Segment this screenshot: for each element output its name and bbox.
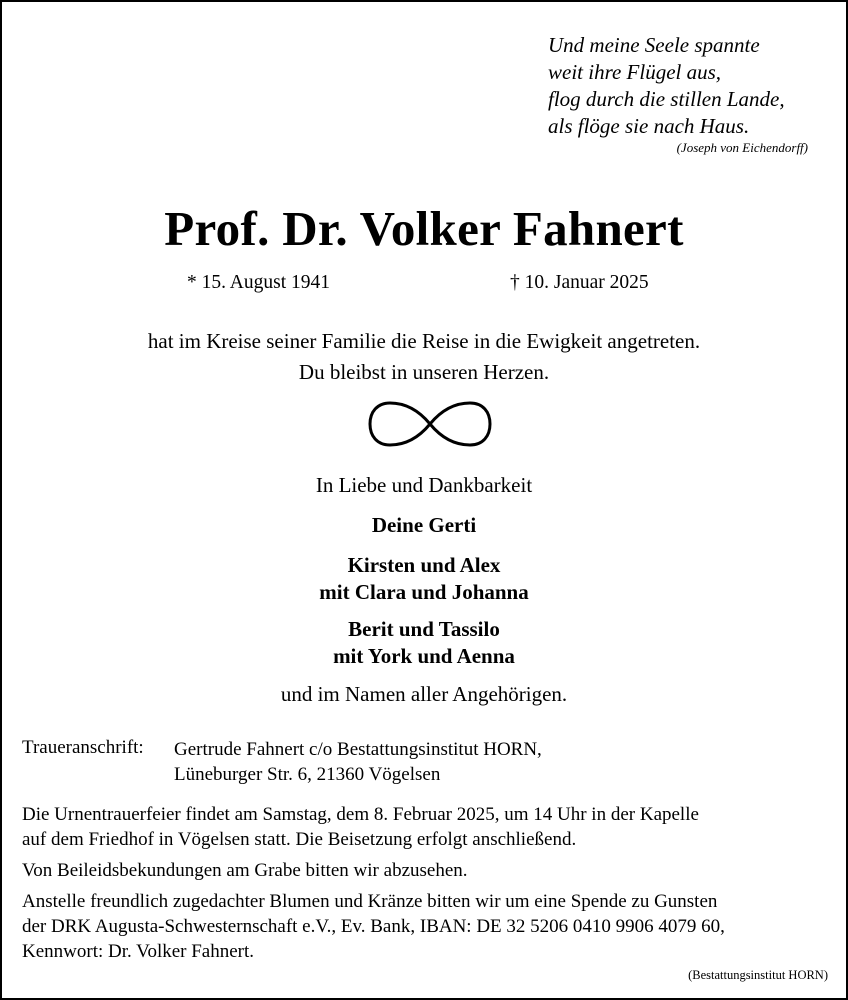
infinity-icon [368,400,492,448]
signatory-family-2 [2,616,846,670]
signatory-spouse: Deine Gerti [371,513,477,537]
message-line-1: hat im Kreise seiner Familie die Reise in die Ewigkeit angetreten. [147,329,701,353]
donation-line: Anstelle freundlich zugedachter Blumen und Kränze bitten wir um eine Spende zu Gunsten [22,891,718,912]
signatories-intro: In Liebe und Dankbarkeit [315,473,533,497]
poem-line: Und meine Seele spannte [548,33,760,57]
death-date: † 10. Januar 2025 [510,272,649,293]
donation-line: Kennwort: Dr. Volker Fahnert. [22,941,255,962]
ceremony-line: auf dem Friedhof in Vögelsen statt. Die Beisetzung erfolgt anschließend. [22,829,577,850]
birth-date: * 15. August 1941 [187,272,331,293]
signatory-line: mit York und Aenna [333,644,515,668]
poem [548,32,785,140]
address-line: Lüneburger Str. 6, 21360 Vögelsen [174,764,441,785]
address-block [174,737,542,787]
signatory-line: Berit und Tassilo [348,617,500,641]
poem-line: weit ihre Flügel aus, [548,60,722,84]
address-line: Gertrude Fahnert c/o Bestattungsinstitut HORN, [174,739,542,760]
ceremony-line: Die Urnentrauerfeier findet am Samstag, dem 8. Februar 2025, um 14 Uhr in der Kapelle [22,804,699,825]
donation-notice [22,889,725,964]
poem-author: (Joseph von Eichendorff) [676,140,808,155]
poem-line: als flöge sie nach Haus. [548,114,750,138]
address-label: Traueranschrift: [22,737,144,758]
signatories-closing: und im Namen aller Angehörigen. [280,682,568,706]
signatory-family-1 [2,552,846,606]
signatory-line: mit Clara und Johanna [319,580,529,604]
donation-line: der DRK Augusta-Schwesternschaft e.V., Ev. Bank, IBAN: DE 32 5206 0410 9906 4079 60, [22,916,725,937]
ceremony-notice [22,802,699,852]
poem-line: flog durch die stillen Lande, [548,87,785,111]
signatory-line: Kirsten und Alex [347,553,501,577]
message-line-2: Du bleibst in unseren Herzen. [298,360,550,384]
deceased-name: Prof. Dr. Volker Fahnert [164,201,684,256]
condolences-notice: Von Beileidsbekundungen am Grabe bitten wir abzusehen. [22,860,468,881]
funeral-home-credit: (Bestattungsinstitut HORN) [688,968,828,982]
